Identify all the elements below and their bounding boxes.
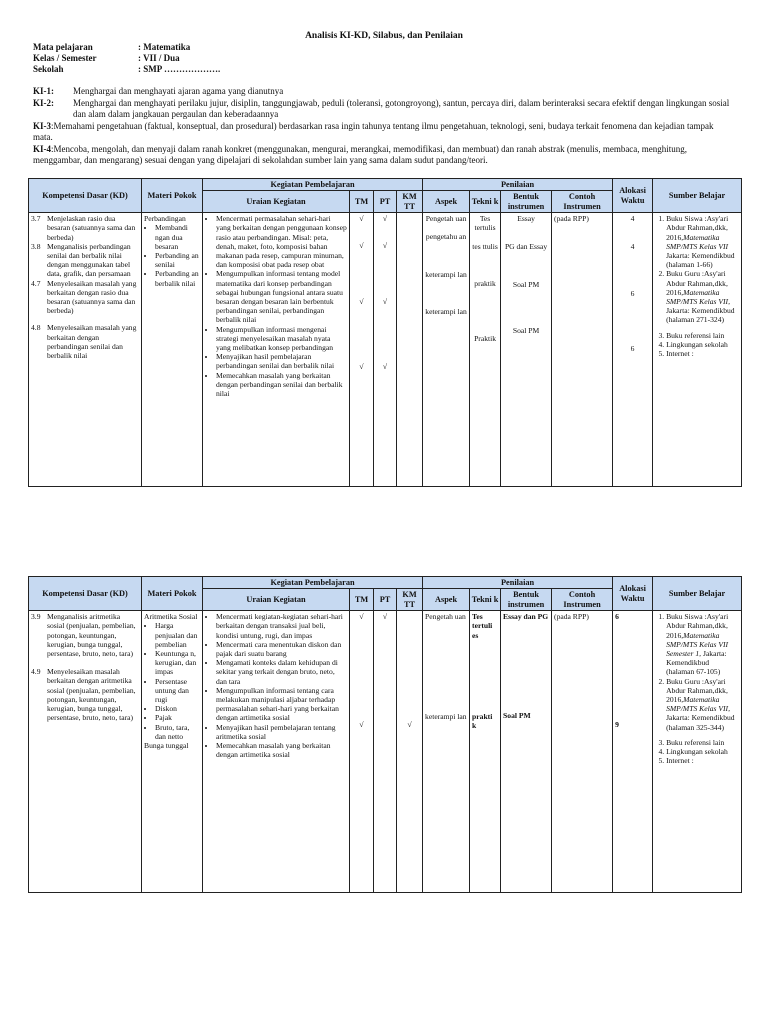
list-item: • Perbanding an senilai	[155, 251, 200, 269]
sumber-list	[655, 214, 739, 358]
kd-item	[31, 612, 139, 658]
kd-text: Menyelesaikan masalah berkaitan dengan aritmetika sosial (penjualan, pembelian, potongan, keuntungan, kerugian, bunga tunggal, persentase, bruto, neto, tara)	[47, 667, 136, 723]
header-aspek: Aspek	[423, 191, 470, 213]
kd-item	[31, 323, 139, 360]
aspek-cell	[423, 611, 470, 893]
source-text: Jakarta: Kemendikbud (halaman 67-105)	[666, 649, 727, 677]
alokasi-value: 6	[615, 612, 619, 622]
list-item: • Pajak	[155, 713, 200, 722]
sumber-list	[655, 612, 739, 765]
teknik-cell	[470, 611, 501, 893]
ki-text: Menghargai dan menghayati ajaran agama yang dianutnya	[73, 86, 284, 96]
sumber-cell	[653, 611, 742, 893]
list-item: • Memecahkan masalah yang berkaitan dengan perbandingan senilai dan berbalik nilai	[216, 371, 347, 399]
syllabus-table-1	[28, 178, 742, 487]
list-item: 4. Lingkungan sekolah	[666, 747, 739, 756]
ki-label: KI-4	[33, 144, 51, 154]
tm-cell	[350, 611, 374, 893]
ki-text: Menghargai dan menghayati perilaku jujur, disiplin, tanggungjawab, peduli (toleransi, gotongroyong), santun, percaya diri, dalam berinteraksi secara efektif dengan lingkungan sosial dan alam dalam jangkauan pergaulan dan keberadaannya	[73, 98, 730, 119]
bentuk-value: PG dan Essay	[504, 242, 548, 252]
meta-value: : VII / Dua	[138, 53, 180, 63]
list-item: • Bruto, tara, dan netto	[155, 723, 200, 741]
ki-label: KI-2:	[33, 98, 54, 108]
check-mark: √	[359, 296, 364, 306]
header-bentuk: Bentuk instrumen	[501, 589, 552, 611]
teknik-value: prakti k	[472, 711, 493, 731]
check-mark: √	[382, 612, 388, 622]
list-item: 5. Internet :	[666, 756, 739, 765]
source-title: Matematika SMP/MTS Kelas VII	[666, 232, 729, 251]
bentuk-value: Soal PM	[512, 325, 540, 335]
kd-cell	[29, 611, 142, 893]
list-item: 5. Internet :	[666, 349, 739, 358]
header-kd: Kompetensi Dasar (KD)	[29, 577, 142, 611]
table-row	[29, 611, 742, 893]
list-item: • Memecahkan masalah yang berkaitan dengan artimetika sosial	[216, 741, 347, 759]
header-tm: TM	[350, 191, 374, 213]
alokasi-value: 4	[630, 214, 635, 224]
kd-text: Menganalisis aritmetika sosial (penjualan, pembelian, potongan, keuntungan, kerugian, bunga tunggal, persentase, bruto, neto, tara)	[47, 612, 136, 659]
document-meta	[33, 42, 220, 75]
list-item: • Perbanding an berbalik nilai	[155, 269, 200, 287]
kmtt-cell	[397, 611, 423, 893]
list-item: • Keuntunga n, kerugian, dan impas	[155, 649, 200, 677]
bentuk-value: Soal PM	[512, 279, 540, 289]
contoh-cell	[552, 611, 613, 893]
contoh-value: (pada RPP)	[554, 214, 589, 224]
meta-label: Sekolah	[33, 64, 64, 74]
header-alokasi: Alokasi Waktu	[613, 179, 653, 213]
meta-label: Kelas / Semester	[33, 53, 97, 63]
header-sumber: Sumber Belajar	[653, 179, 742, 213]
header-kd: Kompetensi Dasar (KD)	[29, 179, 142, 213]
teknik-value: tes ttulis	[472, 241, 498, 251]
meta-value: : Matematika	[138, 42, 191, 52]
list-item	[666, 677, 739, 732]
list-item: • Mengumpulkan informasi tentang cara melakukan manipulasi aljabar terhadap permasalahan sehari-hari yang berkaitan dengan artimetika sosial	[216, 686, 347, 723]
header-uraian: Uraian Kegiatan	[203, 191, 350, 213]
kd-number: 4.9	[31, 667, 41, 677]
kd-number: 3.8	[31, 241, 41, 251]
kd-item	[31, 279, 139, 316]
source-text: Buku Guru :Asy'ari Abdur Rahman,dkk, 2016,	[666, 269, 728, 297]
syllabus-table-2	[28, 576, 742, 893]
list-item: • Persentase untung dan rugi	[155, 677, 200, 705]
kd-text: Menyelesaikan masalah yang berkaitan dengan perbandingan senilai dan berbalik nilai	[47, 323, 137, 361]
alokasi-cell	[613, 213, 653, 487]
materi-cell	[142, 611, 203, 893]
header-pt: PT	[374, 191, 397, 213]
kd-item	[31, 667, 139, 722]
header-materi: Materi Pokok	[142, 179, 203, 213]
ki-list	[33, 86, 735, 166]
aspek-value: Pengetah uan	[425, 612, 466, 622]
ki-1	[33, 86, 735, 97]
check-mark: √	[359, 361, 364, 371]
kd-number: 4.7	[31, 278, 41, 288]
aspek-value: pengetahu an	[425, 232, 467, 242]
list-item: • Mengamati konteks dalam kehidupan di sekitar yang terkait dengan bruto, neto, dan tara	[216, 658, 347, 686]
header-penilaian: Penilaian	[423, 577, 613, 589]
check-mark: √	[359, 241, 364, 251]
source-text: Buku Guru :Asy'ari Abdur Rahman,dkk, 2016,	[666, 676, 728, 705]
source-title: Matematika SMP/MTS Kelas VII,	[666, 287, 730, 307]
alokasi-value: 6	[630, 288, 635, 298]
kd-text: Menjelaskan rasio dua besaran (satuannya sama dan berbeda)	[47, 214, 136, 242]
kmtt-cell	[397, 213, 423, 487]
materi-list	[144, 621, 200, 741]
header-materi: Materi Pokok	[142, 577, 203, 611]
teknik-value: praktik	[474, 278, 496, 288]
header-kegiatan: Kegiatan Pembelajaran	[203, 577, 423, 589]
teknik-value: Tes tertuli es	[472, 612, 493, 640]
kd-number: 3.7	[31, 214, 41, 224]
list-item: • Menyajikan hasil pembelajaran tentang aritmetika sosial	[216, 723, 347, 741]
list-item: • Mencermati kegiatan-kegiatan sehari-hari berkaitan dengan transaksi jual beli, kondisi untung, rugi, dan impas	[216, 612, 347, 640]
list-item: • Mengumpulkan informasi mengenai strategi menyelesaikan masalah nyata yang melibatkan konsep perbandingan	[216, 325, 347, 353]
source-title: Matematika SMP/MTS Kelas VII,	[666, 695, 730, 714]
aspek-cell	[423, 213, 470, 487]
ki-label: KI-1:	[33, 86, 54, 96]
meta-class	[33, 53, 220, 64]
materi-tail: Bunga tunggal	[144, 741, 189, 751]
kd-number: 3.9	[31, 612, 41, 622]
check-mark: √	[359, 720, 364, 730]
check-mark: √	[407, 720, 412, 730]
check-mark: √	[382, 361, 388, 371]
alokasi-value: 6	[630, 343, 635, 353]
ki-4	[33, 144, 735, 166]
uraian-cell	[203, 611, 350, 893]
teknik-cell	[470, 213, 501, 487]
check-mark: √	[359, 214, 364, 224]
bentuk-value: Essay	[517, 214, 535, 224]
list-item: • Mencermati cara menentukan diskon dan pajak dari suatu barang	[216, 640, 347, 658]
ki-2	[33, 98, 735, 120]
ki-label: KI-3	[33, 121, 51, 131]
teknik-value: Praktik	[474, 334, 497, 344]
check-mark: √	[382, 214, 388, 224]
header-contoh: Contoh Instrumen	[552, 589, 613, 611]
kd-item	[31, 242, 139, 279]
bentuk-value: Soal PM	[503, 711, 531, 721]
header-pt: PT	[374, 589, 397, 611]
meta-school	[33, 64, 220, 75]
tm-cell	[350, 213, 374, 487]
check-mark: √	[382, 241, 388, 251]
list-item: • Menyajikan hasil pembelajaran perbandingan senilai dan berbalik nilai	[216, 352, 347, 370]
aspek-value: keterampi lan	[425, 712, 467, 722]
check-mark: √	[359, 612, 364, 622]
header-sumber: Sumber Belajar	[653, 577, 742, 611]
list-item: • Membandi ngan dua besaran	[155, 223, 200, 251]
materi-list	[144, 223, 200, 287]
header-penilaian: Penilaian	[423, 179, 613, 191]
alokasi-value: 4	[630, 242, 635, 252]
header-tm: TM	[350, 589, 374, 611]
ki-text: :Memahami pengetahuan (faktual, konseptual, dan prosedural) berdasarkan rasa ingin tahunya tentang ilmu pengetahuan, teknologi, seni, budaya terkait fenomena dan kejadian tampak mata.	[33, 121, 714, 142]
page-title: Analisis KI-KD, Silabus, dan Penilaian	[305, 31, 463, 41]
uraian-list	[205, 214, 347, 398]
list-item: 3. Buku referensi lain	[666, 738, 739, 747]
contoh-cell	[552, 213, 613, 487]
alokasi-value: 9	[615, 720, 619, 730]
header-bentuk: Bentuk instrumen	[501, 191, 552, 213]
source-text: Jakarta: Kemendikbud (halaman 271-324)	[666, 306, 735, 325]
meta-value: : SMP ……………….	[138, 64, 221, 74]
header-alokasi: Alokasi Waktu	[613, 577, 653, 611]
list-item: • Harga penjualan dan pembelian	[155, 621, 200, 649]
table-row	[29, 213, 742, 487]
source-text: Jakarta: Kemendikbud (halaman 325-344)	[666, 713, 735, 732]
kd-number: 4.8	[31, 323, 41, 333]
header-teknik: Tekni k	[470, 191, 501, 213]
list-item: • Mencermati permasalahan sehari-hari yang berkaitan dengan penggunaan konsep rasio atau perbandingan. Misal: peta, denah, maket, foto, komposisi bahan makanan pada resep, campuran minuman, dan komposisi obat pada resep obat	[216, 214, 347, 269]
aspek-value: Pengetah uan	[425, 214, 467, 224]
teknik-value: Tes tertulis	[474, 214, 496, 233]
list-item: • Diskon	[155, 704, 200, 713]
materi-heading: Perbandingan	[144, 214, 186, 224]
header-aspek: Aspek	[423, 589, 470, 611]
ki-text: :Mencoba, mengolah, dan menyaji dalam ranah konkret (menggunakan, mengurai, merangkai, memodifikasi, dan membuat) dan ranah abstrak (menulis, membaca, menghitung, menggambar, dan mengarang) sesuai dengan yang dipelajari di sekolahdan sumber lain yang sama dalam sudut pandang/teori.	[33, 144, 688, 165]
source-text: Buku Siswa :Asy'ari Abdur Rahman,dkk, 2016,	[666, 612, 729, 640]
header-kegiatan: Kegiatan Pembelajaran	[203, 179, 423, 191]
source-text: Buku Siswa :Asy'ari Abdur Rahman,dkk, 2016,	[666, 214, 729, 242]
header-kmtt: KM TT	[397, 589, 423, 611]
header-kmtt: KM TT	[397, 191, 423, 213]
source-title: Matematika SMP/MTS Kelas VII Semester 1,	[666, 630, 729, 659]
header-teknik: Tekni k	[470, 589, 501, 611]
alokasi-cell	[613, 611, 653, 893]
kd-item	[31, 214, 139, 242]
list-item	[666, 269, 739, 324]
list-item: 3. Buku referensi lain	[666, 331, 739, 340]
kd-text: Menganalisis perbandingan senilai dan berbalik nilai dengan menggunakan tabel data, grafik, dan persamaan	[47, 241, 131, 279]
aspek-value: keterampi lan	[425, 269, 467, 279]
list-item	[666, 214, 739, 269]
check-mark: √	[382, 296, 388, 306]
kd-cell	[29, 213, 142, 487]
kd-text: Menyelesaikan masalah yang berkaitan dengan rasio dua besaran (satuannya sama dan berbeda)	[47, 278, 137, 316]
sumber-cell	[653, 213, 742, 487]
contoh-value: (pada RPP)	[554, 612, 589, 622]
pt-cell	[374, 213, 397, 487]
meta-subject	[33, 42, 220, 53]
source-text: Jakarta: Kemendikbud (halaman 1-66)	[666, 251, 735, 270]
uraian-list	[205, 612, 347, 759]
materi-heading: Aritmetika Sosial	[144, 612, 198, 622]
ki-3	[33, 121, 735, 143]
list-item: 4. Lingkungan sekolah	[666, 340, 739, 349]
bentuk-cell	[501, 611, 552, 893]
materi-cell	[142, 213, 203, 487]
header-uraian: Uraian Kegiatan	[203, 589, 350, 611]
list-item: • Mengumpulkan informasi tentang model matematika dari konsep perbandingan sebagai hubungan fungsional antara suatu besaran dengan besaran lain berbentuk perbandingan senilai, perbandingan berbalik nilai	[216, 269, 347, 324]
meta-label: Mata pelajaran	[33, 42, 93, 52]
list-item	[666, 612, 739, 676]
pt-cell	[374, 611, 397, 893]
bentuk-value: Essay dan PG	[503, 612, 549, 622]
bentuk-cell	[501, 213, 552, 487]
uraian-cell	[203, 213, 350, 487]
aspek-value: keterampi lan	[425, 306, 467, 316]
header-contoh: Contoh Instrumen	[552, 191, 613, 213]
